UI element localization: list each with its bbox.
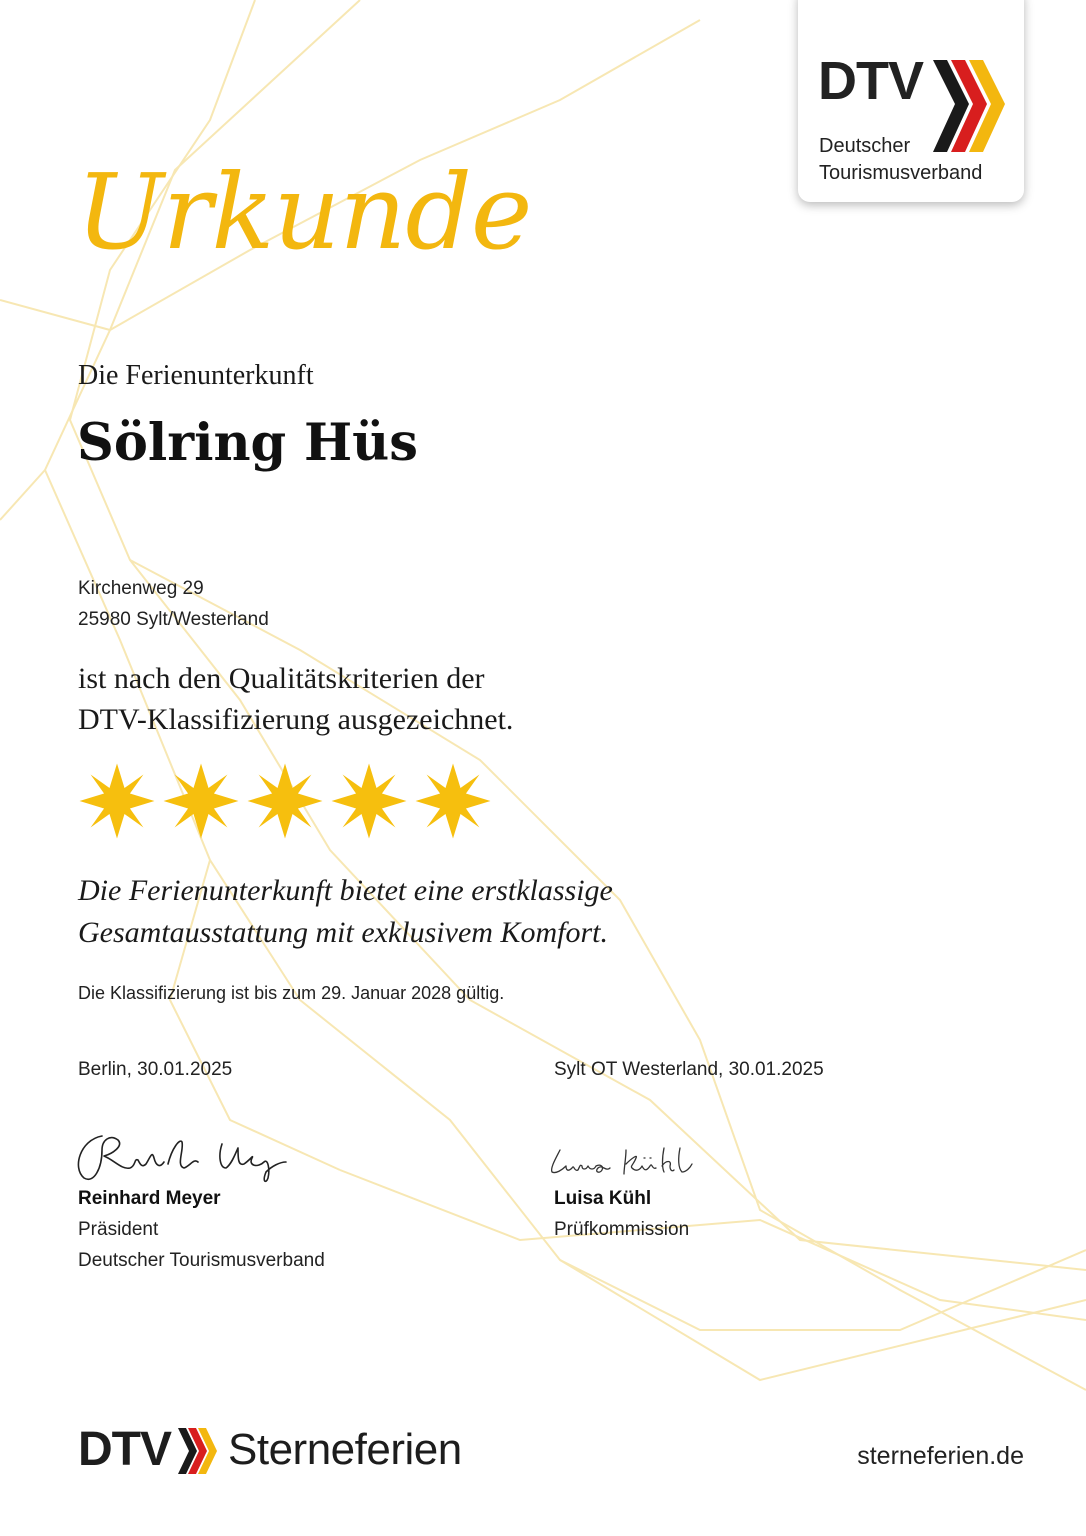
- signer-role-left: Präsident: [78, 1219, 159, 1240]
- place-date-left: Berlin, 30.01.2025: [78, 1059, 233, 1080]
- signer-role-right: Prüfkommission: [554, 1219, 690, 1240]
- star-icon: [162, 762, 240, 840]
- statement-line2: DTV-Klassifizierung ausgezeichnet.: [78, 703, 514, 736]
- signer-name-right: Luisa Kühl: [554, 1188, 652, 1209]
- badge-logo-text: DTV: [818, 51, 923, 111]
- property-name: Sölring Hüs: [77, 413, 418, 473]
- dtv-badge: [798, 0, 1024, 202]
- statement-line1: ist nach den Qualitätskriterien der: [78, 662, 485, 695]
- rating-description: [78, 870, 613, 954]
- star-icon: [246, 762, 324, 840]
- classification-statement: [78, 658, 513, 740]
- signature-reinhard-meyer: [72, 1128, 298, 1188]
- badge-org-name: [819, 133, 982, 187]
- place-date-right: Sylt OT Westerland, 30.01.2025: [554, 1059, 824, 1080]
- rating-description-line2: Gesamtausstattung mit exklusivem Komfort.: [78, 916, 608, 949]
- address-street: Kirchenweg 29: [78, 578, 204, 599]
- footer-brand-name: Sterneferien: [228, 1425, 462, 1474]
- validity-note: Die Klassifizierung ist bis zum 29. Januar 2028 gültig.: [78, 983, 505, 1003]
- star-rating: [78, 762, 492, 840]
- star-icon: [330, 762, 408, 840]
- badge-org-line1: Deutscher: [819, 135, 911, 157]
- badge-org-line2: Tourismusverband: [819, 162, 983, 184]
- footer-website-link[interactable]: sterneferien.de: [857, 1442, 1024, 1470]
- signature-luisa-kuehl: [546, 1144, 696, 1178]
- rating-description-line1: Die Ferienunterkunft bietet eine erstklassige: [78, 874, 613, 907]
- certificate-title: Urkunde: [76, 151, 532, 273]
- intro-text: Die Ferienunterkunft: [78, 360, 314, 391]
- address-city: 25980 Sylt/Westerland: [78, 609, 269, 630]
- signer-name-left: Reinhard Meyer: [78, 1188, 221, 1209]
- signer-org-left: Deutscher Tourismusverband: [78, 1250, 325, 1271]
- german-flag-chevrons-icon: [178, 1428, 222, 1474]
- star-icon: [414, 762, 492, 840]
- star-icon: [78, 762, 156, 840]
- footer-logo-text: DTV: [78, 1423, 171, 1476]
